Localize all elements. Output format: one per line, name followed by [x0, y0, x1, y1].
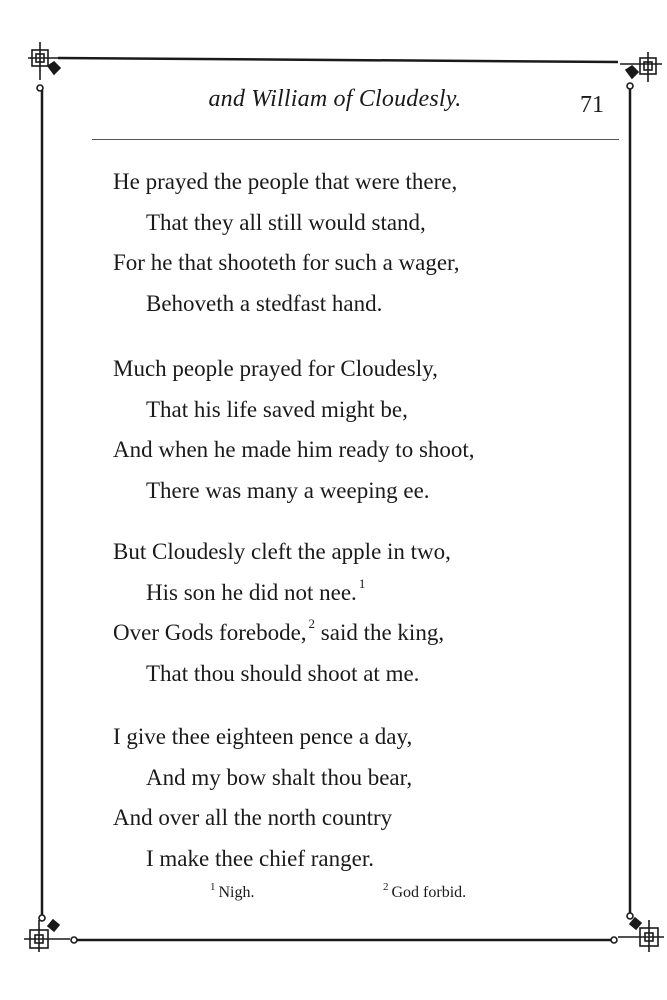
footnote-ref-2: 2 — [308, 616, 316, 632]
verse-line: He prayed the people that were there, — [113, 169, 458, 194]
footnote-ref-1: 1 — [358, 575, 366, 591]
stanza-4 — [113, 717, 412, 879]
stanza-3 — [113, 532, 451, 694]
footnote-mark: 1 — [210, 880, 216, 893]
verse-text: Over Gods forebode, — [113, 620, 307, 645]
verse-line: But Cloudesly cleft the apple in two, — [113, 539, 451, 564]
footnote-mark: 2 — [383, 880, 389, 893]
stanza-2 — [113, 349, 475, 511]
footnote-2 — [383, 880, 467, 902]
footnote-text: God forbid. — [391, 884, 467, 901]
verse-line: I give thee eighteen pence a day, — [113, 724, 413, 749]
verse-text: His son he did not nee. — [146, 579, 357, 605]
corner-ornament-top-right — [620, 52, 662, 89]
verse-line: Behoveth a stedfast hand. — [146, 290, 383, 316]
verse-line: For he that shooteth for such a wager, — [113, 250, 460, 275]
verse-text: said the king, — [315, 620, 445, 645]
header-rule — [92, 139, 619, 140]
footnote-1 — [210, 880, 255, 902]
page-number: 71 — [580, 92, 604, 118]
verse-line: And over all the north country — [113, 805, 393, 830]
corner-ornament-bottom-left — [24, 915, 77, 952]
verse-line: Much people prayed for Cloudesly, — [113, 356, 438, 381]
verse-line: And when he made him ready to shoot, — [113, 437, 475, 462]
running-title: and William of Cloudesly. — [208, 86, 462, 112]
verse-line: And my bow shalt thou bear, — [146, 764, 413, 790]
verse-line: I make thee chief ranger. — [146, 845, 374, 871]
verse-line: That thou should shoot at me. — [146, 660, 420, 686]
stanza-1 — [113, 162, 460, 324]
verse-line: That his life saved might be, — [146, 396, 408, 422]
corner-ornament-bottom-right — [611, 913, 664, 952]
verse-line: That they all still would stand, — [146, 209, 426, 235]
footnote-text: Nigh. — [218, 884, 255, 901]
corner-ornament-top-left — [28, 42, 60, 91]
verse-line — [113, 573, 451, 614]
verse-line — [113, 613, 451, 654]
verse-line: There was many a weeping ee. — [146, 477, 430, 503]
